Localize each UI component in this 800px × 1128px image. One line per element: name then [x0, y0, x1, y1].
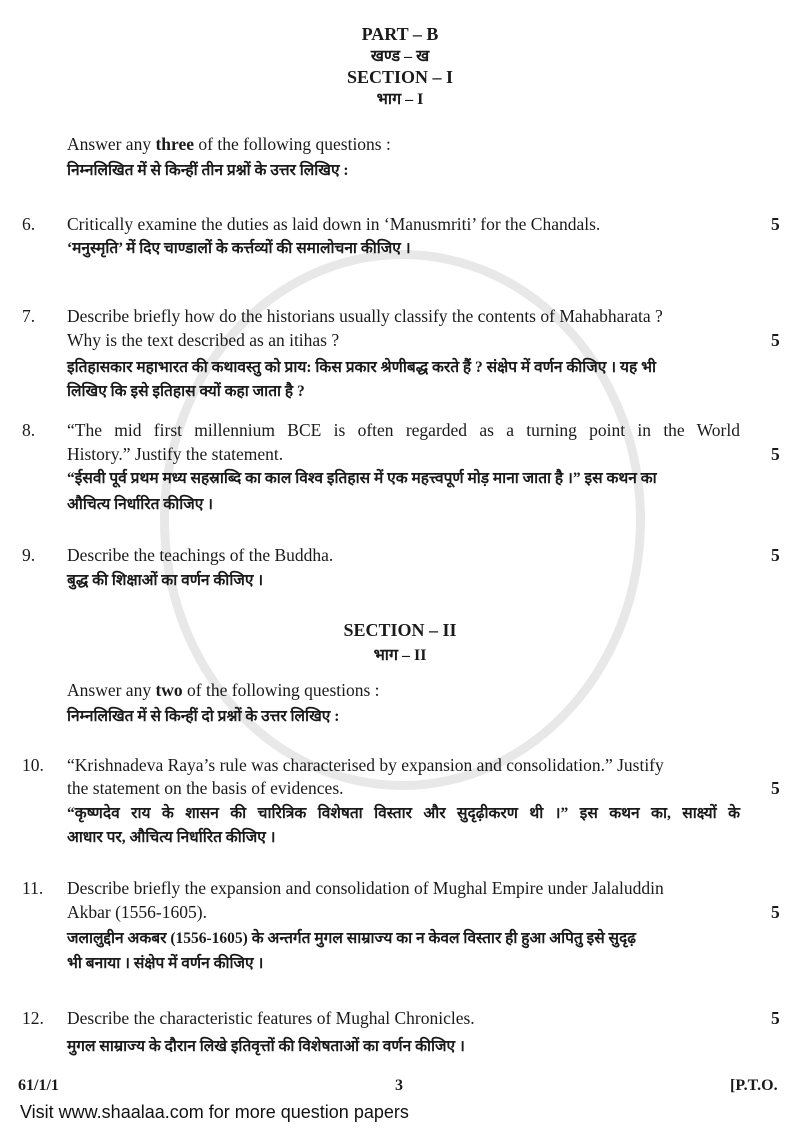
- question-number: 8.: [22, 420, 36, 440]
- instructions-2: Answer any two of the following questions :: [67, 680, 380, 700]
- question-number: 7.: [22, 306, 36, 326]
- question-text-hi: औचित्य निर्धारित कीजिए ।: [67, 496, 214, 513]
- question-number: 12.: [22, 1008, 44, 1028]
- question-text-hi: मुगल साम्राज्य के दौरान लिखे इतिवृत्तों की विशेषताओं का वर्णन कीजिए ।: [67, 1038, 465, 1055]
- section-1-title-hi: भाग – I: [376, 91, 424, 108]
- instructions-1: Answer any three of the following questions :: [67, 134, 391, 154]
- question-text-hi: इतिहासकार महाभारत की कथावस्तु को प्राय: किस प्रकार श्रेणीबद्ध करते हैं ? संक्षेप में वर्णन कीजिए । यह भी: [67, 359, 656, 376]
- question-text: Describe the teachings of the Buddha.: [67, 545, 334, 565]
- part-title: PART – B: [361, 24, 439, 44]
- question-text-hi: लिखिए कि इसे इतिहास क्यों कहा जाता है ?: [67, 383, 305, 400]
- question-marks: 5: [771, 902, 780, 922]
- question-text: Critically examine the duties as laid down in ‘Manusmriti’ for the Chandals.: [67, 214, 601, 234]
- question-marks: 5: [771, 330, 780, 350]
- instructions-2-hi: निम्नलिखित में से किन्हीं दो प्रश्नों के उत्तर लिखिए :: [67, 708, 340, 725]
- question-marks: 5: [771, 545, 780, 565]
- question-text-hi: जलालुद्दीन अकबर (1556-1605) के अन्तर्गत मुगल साम्राज्य का न केवल विस्तार ही हुआ अपितु इसे सुदृढ़: [67, 930, 636, 947]
- question-marks: 5: [771, 444, 780, 464]
- question-marks: 5: [771, 214, 780, 234]
- paper-code: 61/1/1: [18, 1077, 59, 1094]
- question-text-hi: ‘मनुस्मृति’ में दिए चाण्डालों के कर्त्तव्यों की समालोचना कीजिए ।: [67, 240, 411, 257]
- question-text-hi: बुद्ध की शिक्षाओं का वर्णन कीजिए ।: [67, 572, 264, 589]
- question-text-hi: आधार पर, औचित्य निर्धारित कीजिए ।: [67, 829, 276, 846]
- question-text: Why is the text described as an itihas ?: [67, 330, 340, 350]
- question-marks: 5: [771, 1008, 780, 1028]
- question-text: “Krishnadeva Raya’s rule was characterised by expansion and consolidation.” Justify: [67, 755, 664, 775]
- section-1-title: SECTION – I: [346, 67, 454, 87]
- question-text: the statement on the basis of evidences.: [67, 778, 344, 798]
- question-number: 11.: [22, 878, 44, 898]
- question-text: Akbar (1556-1605).: [67, 902, 207, 922]
- question-number: 9.: [22, 545, 36, 565]
- question-number: 10.: [22, 755, 44, 775]
- section-2-title: SECTION – II: [343, 620, 457, 640]
- question-text: Describe briefly how do the historians usually classify the contents of Mahabharata ?: [67, 306, 663, 326]
- visit-banner-link[interactable]: Visit www.shaalaa.com for more question papers: [20, 1102, 409, 1122]
- pto-label: [P.T.O.: [730, 1077, 778, 1094]
- question-marks: 5: [771, 778, 780, 798]
- question-text-hi: “कृष्णदेव राय के शासन की चारित्रिक विशेषता विस्तार और सुदृढ़ीकरण थी ।” इस कथन का, साक्ष्यों के: [67, 805, 740, 822]
- instructions-1-hi: निम्नलिखित में से किन्हीं तीन प्रश्नों के उत्तर लिखिए :: [67, 162, 349, 179]
- question-text: History.” Justify the statement.: [67, 444, 284, 464]
- question-text: Describe the characteristic features of Mughal Chronicles.: [67, 1008, 475, 1028]
- question-text-hi: भी बनाया । संक्षेप में वर्णन कीजिए ।: [67, 955, 264, 972]
- page-number: 3: [395, 1077, 403, 1094]
- question-number: 6.: [22, 214, 36, 234]
- question-text: Describe briefly the expansion and consolidation of Mughal Empire under Jalaluddin: [67, 878, 664, 898]
- part-title-hi: खण्ड – ख: [370, 48, 430, 65]
- question-text-hi: “ईसवी पूर्व प्रथम मध्य सहस्राब्दि का काल विश्व इतिहास में एक महत्त्वपूर्ण मोड़ माना जाता है ।” इस कथन का: [67, 470, 657, 487]
- question-text: “The mid first millennium BCE is often regarded as a turning point in the World: [67, 420, 740, 440]
- section-2-title-hi: भाग – II: [373, 647, 427, 664]
